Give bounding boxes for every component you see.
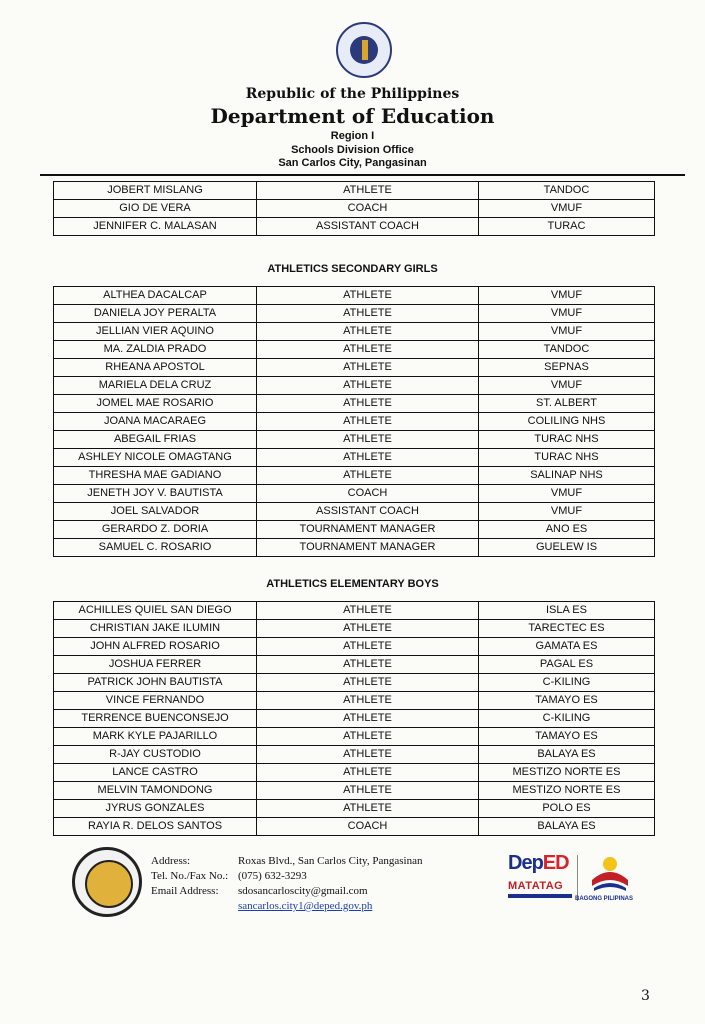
table-row [54,818,655,836]
school-cell: VMUF [479,377,655,395]
school-cell: VMUF [479,503,655,521]
deped-logo [508,852,574,900]
address-label: Address: [151,855,191,867]
matatag-label: MATATAG [508,880,564,892]
role-cell: COACH [257,200,479,218]
participant-name-cell: GIO DE VERA [54,200,257,218]
role-cell: COACH [257,485,479,503]
participant-name-cell: MARIELA DELA CRUZ [54,377,257,395]
role-cell: ATHLETE [257,674,479,692]
table-row [54,602,655,620]
role-cell: ASSISTANT COACH [257,503,479,521]
school-cell: TARECTEC ES [479,620,655,638]
participant-name-cell: ABEGAIL FRIAS [54,431,257,449]
email-label: Email Address: [151,885,219,897]
participant-name-cell: LANCE CASTRO [54,764,257,782]
role-cell: ASSISTANT COACH [257,218,479,236]
school-cell: ST. ALBERT [479,395,655,413]
table-row [54,359,655,377]
participant-name-cell: JOMEL MAE ROSARIO [54,395,257,413]
school-cell: COLILING NHS [479,413,655,431]
participant-name-cell: JENETH JOY V. BAUTISTA [54,485,257,503]
table-row [54,287,655,305]
city-label: San Carlos City, Pangasinan [278,157,427,169]
role-cell: ATHLETE [257,728,479,746]
table-row [54,182,655,200]
school-cell: GUELEW IS [479,539,655,557]
participant-name-cell: MELVIN TAMONDONG [54,782,257,800]
role-cell: ATHLETE [257,395,479,413]
role-cell: ATHLETE [257,656,479,674]
tel-label: Tel. No./Fax No.: [151,870,229,882]
school-cell: BALAYA ES [479,746,655,764]
participant-name-cell: RHEANA APOSTOL [54,359,257,377]
table-row [54,449,655,467]
role-cell: ATHLETE [257,305,479,323]
role-cell: ATHLETE [257,602,479,620]
table-row [54,674,655,692]
school-cell: POLO ES [479,800,655,818]
participant-name-cell: GERARDO Z. DORIA [54,521,257,539]
table-row [54,377,655,395]
school-cell: C-KILING [479,674,655,692]
header-divider [40,174,685,176]
participant-name-cell: PATRICK JOHN BAUTISTA [54,674,257,692]
role-cell: ATHLETE [257,638,479,656]
table-row [54,503,655,521]
participant-name-cell: ALTHEA DACALCAP [54,287,257,305]
office-label: Schools Division Office [291,144,414,156]
participant-name-cell: JOBERT MISLANG [54,182,257,200]
role-cell: ATHLETE [257,341,479,359]
role-cell: TOURNAMENT MANAGER [257,521,479,539]
participant-name-cell: JOANA MACARAEG [54,413,257,431]
logo-divider [577,855,578,901]
role-cell: ATHLETE [257,620,479,638]
role-cell: ATHLETE [257,359,479,377]
bagong-pilipinas-label: BAGONG PILIPINAS [575,896,634,902]
participant-name-cell: JOHN ALFRED ROSARIO [54,638,257,656]
school-cell: SALINAP NHS [479,467,655,485]
elementary-boys-table [53,601,655,836]
continued-table [53,181,655,236]
schools-division-logo [72,847,142,917]
school-cell: TURAC [479,218,655,236]
table-row [54,467,655,485]
school-cell: PAGAL ES [479,656,655,674]
school-cell: VMUF [479,305,655,323]
school-cell: VMUF [479,287,655,305]
school-cell: VMUF [479,200,655,218]
school-cell: SEPNAS [479,359,655,377]
deped-logo-text: DepED [508,852,569,874]
table-row [54,638,655,656]
school-cell: ANO ES [479,521,655,539]
participant-name-cell: MA. ZALDIA PRADO [54,341,257,359]
school-cell: ISLA ES [479,602,655,620]
table-row [54,656,655,674]
school-cell: VMUF [479,485,655,503]
participant-name-cell: CHRISTIAN JAKE ILUMIN [54,620,257,638]
table-row [54,746,655,764]
bagong-pilipinas-logo [586,850,634,892]
school-cell: MESTIZO NORTE ES [479,764,655,782]
participant-name-cell: RAYIA R. DELOS SANTOS [54,818,257,836]
table-row [54,323,655,341]
school-cell: TAMAYO ES [479,692,655,710]
role-cell: ATHLETE [257,800,479,818]
school-cell: TANDOC [479,341,655,359]
role-cell: ATHLETE [257,710,479,728]
table-row [54,413,655,431]
table-row [54,800,655,818]
section-title-elementary-boys: ATHLETICS ELEMENTARY BOYS [266,578,439,590]
address-value: Roxas Blvd., San Carlos City, Pangasinan [238,855,423,867]
role-cell: ATHLETE [257,764,479,782]
email-value: sdosancarloscity@gmail.com [238,885,368,897]
table-row [54,431,655,449]
participant-name-cell: ASHLEY NICOLE OMAGTANG [54,449,257,467]
deped-email-link[interactable]: sancarlos.city1@deped.gov.ph [238,900,373,912]
participant-name-cell: VINCE FERNANDO [54,692,257,710]
table-row [54,485,655,503]
role-cell: ATHLETE [257,431,479,449]
republic-heading: Republic of the Philippines [245,86,460,102]
school-cell: TURAC NHS [479,449,655,467]
region-label: Region I [330,130,375,142]
school-cell: TANDOC [479,182,655,200]
participant-name-cell: R-JAY CUSTODIO [54,746,257,764]
role-cell: ATHLETE [257,746,479,764]
secondary-girls-table [53,286,655,557]
role-cell: ATHLETE [257,287,479,305]
table-row [54,692,655,710]
participant-name-cell: JOSHUA FERRER [54,656,257,674]
table-row [54,395,655,413]
participant-name-cell: MARK KYLE PAJARILLO [54,728,257,746]
school-cell: TURAC NHS [479,431,655,449]
role-cell: ATHLETE [257,413,479,431]
table-row [54,539,655,557]
role-cell: ATHLETE [257,467,479,485]
table-row [54,710,655,728]
participant-name-cell: JELLIAN VIER AQUINO [54,323,257,341]
department-heading: Department of Education [210,104,495,128]
participant-name-cell: TERRENCE BUENCONSEJO [54,710,257,728]
role-cell: ATHLETE [257,182,479,200]
role-cell: ATHLETE [257,449,479,467]
participant-name-cell: DANIELA JOY PERALTA [54,305,257,323]
table-row [54,764,655,782]
participant-name-cell: JYRUS GONZALES [54,800,257,818]
table-row [54,728,655,746]
role-cell: ATHLETE [257,782,479,800]
section-title-secondary-girls: ATHLETICS SECONDARY GIRLS [267,263,438,275]
school-cell: TAMAYO ES [479,728,655,746]
table-row [54,521,655,539]
table-row [54,341,655,359]
school-cell: C-KILING [479,710,655,728]
role-cell: ATHLETE [257,692,479,710]
table-row [54,782,655,800]
school-cell: BALAYA ES [479,818,655,836]
role-cell: COACH [257,818,479,836]
page-number: 3 [641,988,650,1004]
role-cell: ATHLETE [257,323,479,341]
deped-seal-logo [336,22,392,78]
role-cell: ATHLETE [257,377,479,395]
role-cell: TOURNAMENT MANAGER [257,539,479,557]
participant-name-cell: SAMUEL C. ROSARIO [54,539,257,557]
table-row [54,218,655,236]
participant-name-cell: THRESHA MAE GADIANO [54,467,257,485]
table-row [54,620,655,638]
participant-name-cell: JOEL SALVADOR [54,503,257,521]
school-cell: VMUF [479,323,655,341]
phone-value: (075) 632-3293 [238,870,307,882]
participant-name-cell: JENNIFER C. MALASAN [54,218,257,236]
matatag-underline [508,894,572,898]
footer-labels [151,854,228,899]
participant-name-cell: ACHILLES QUIEL SAN DIEGO [54,602,257,620]
school-cell: MESTIZO NORTE ES [479,782,655,800]
table-row [54,200,655,218]
footer-values [238,854,422,914]
school-cell: GAMATA ES [479,638,655,656]
table-row [54,305,655,323]
